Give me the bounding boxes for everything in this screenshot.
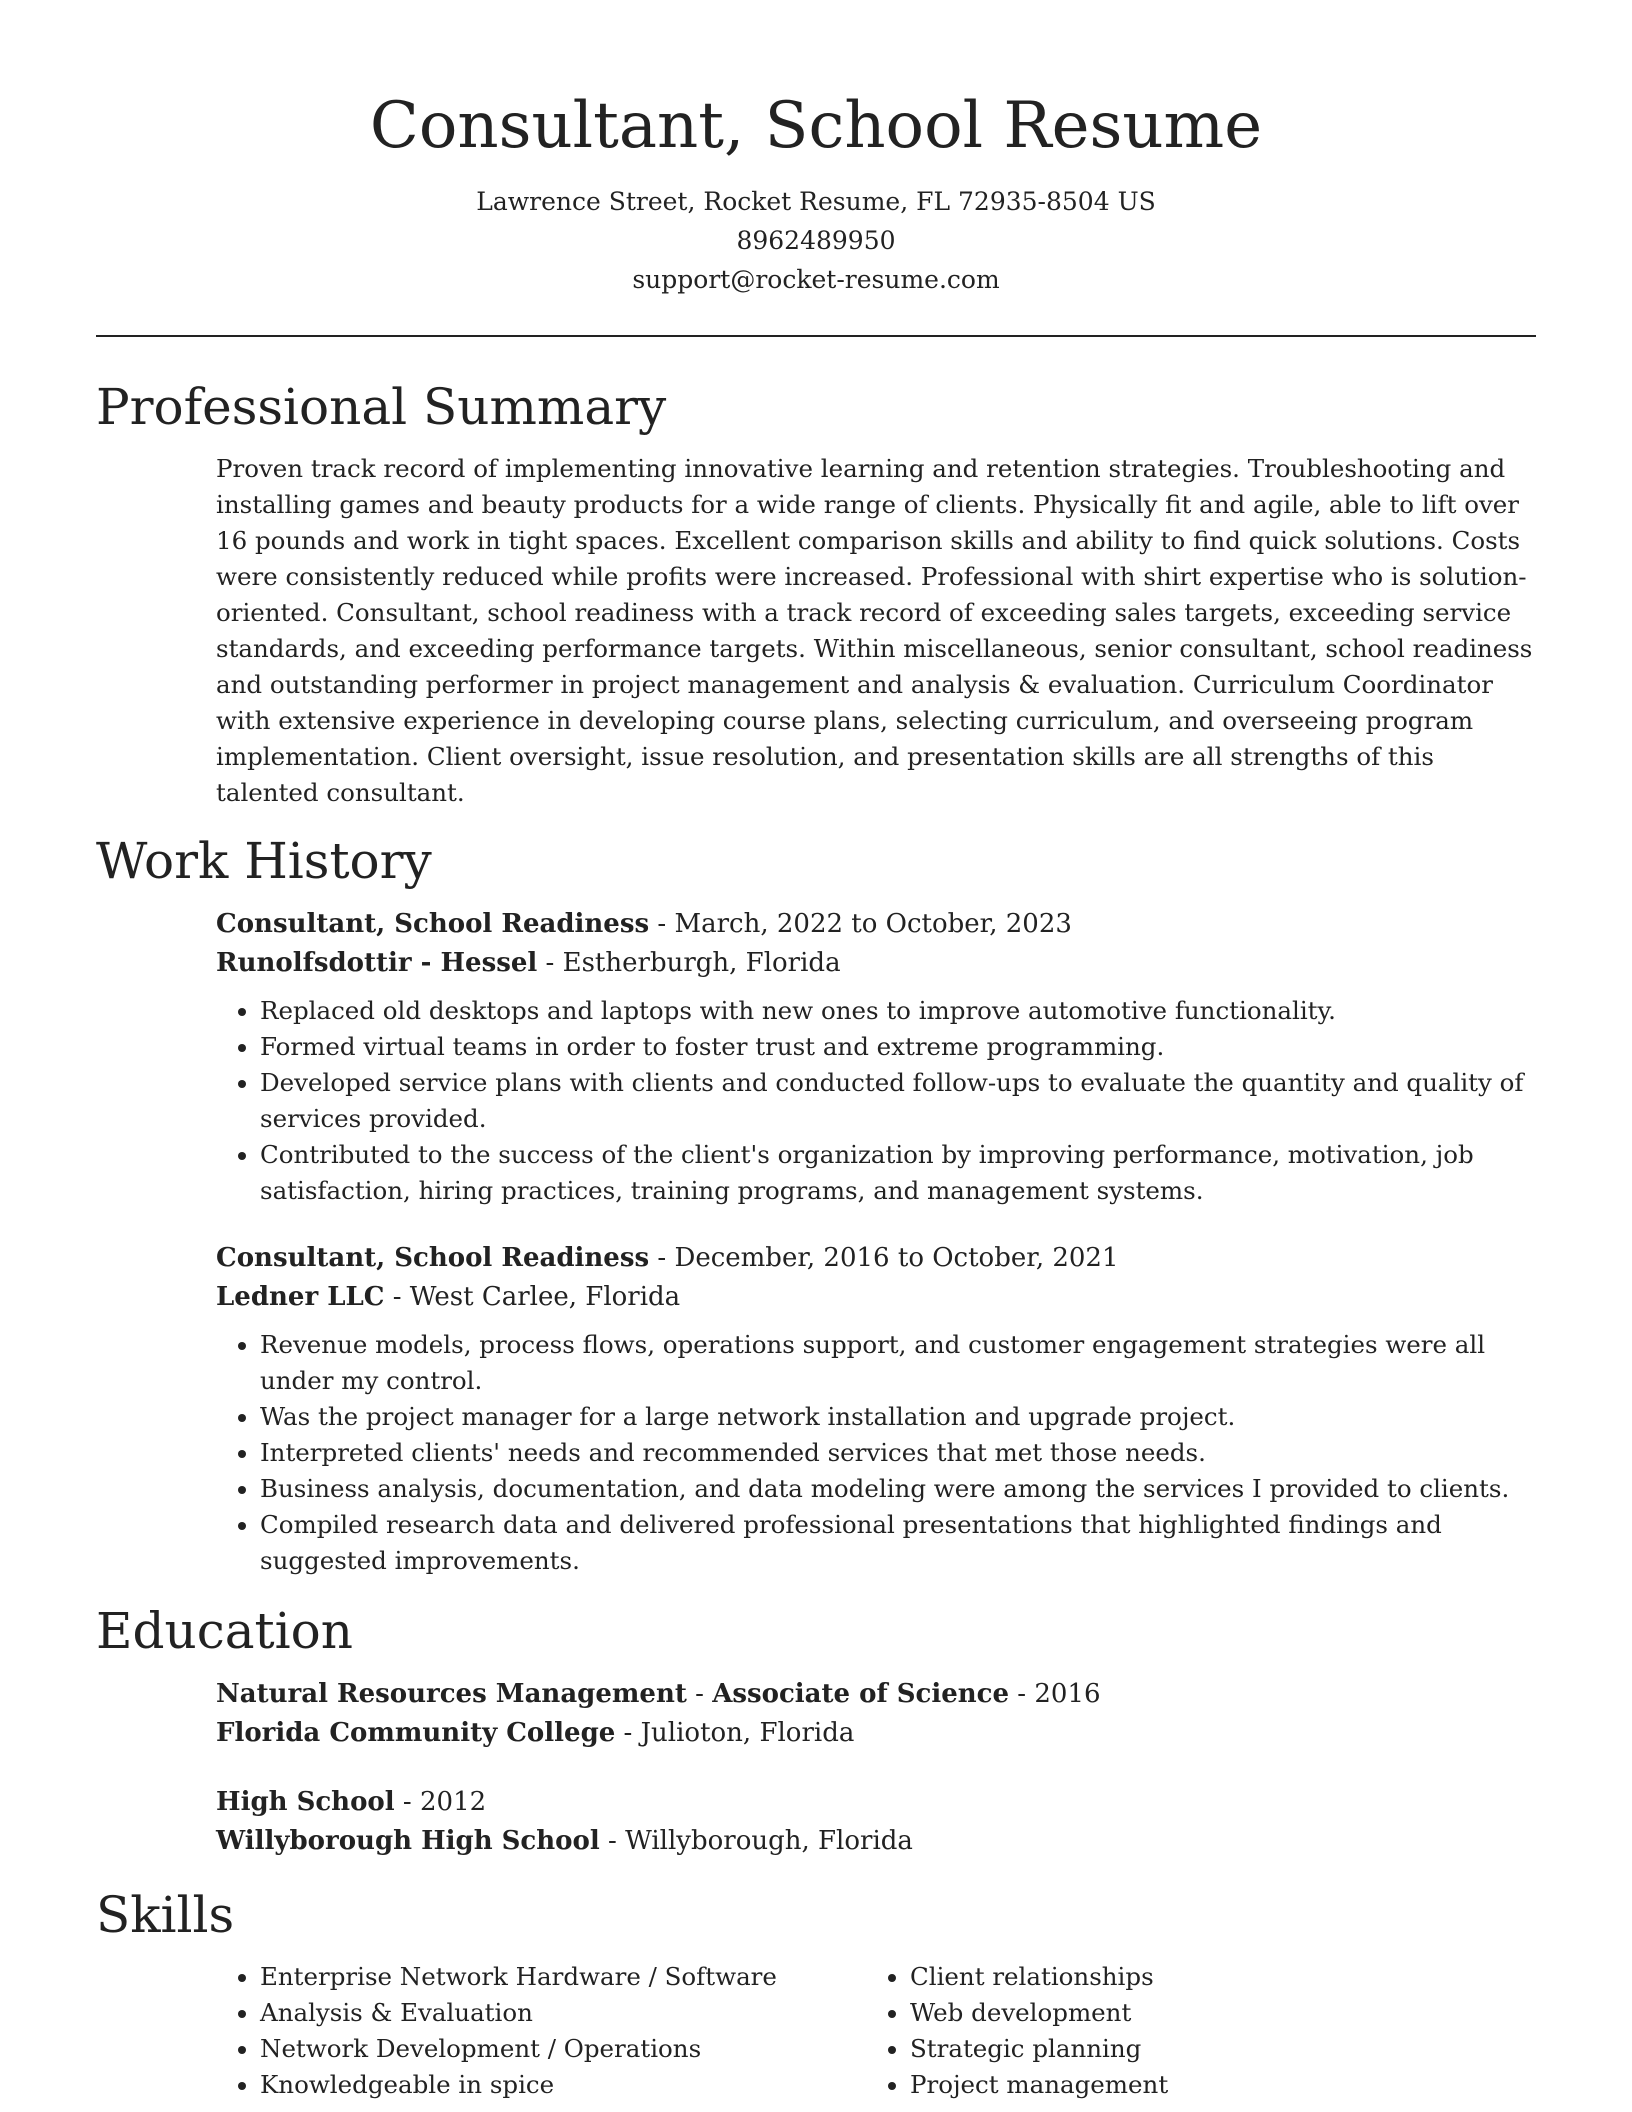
- resume-header: [96, 0, 1536, 299]
- education-location: Willyborough, Florida: [625, 1826, 913, 1856]
- summary-text: Proven track record of implementing innovative learning and retention strategies. Troubleshooting and installing games and beauty products for a wide range of clients. Physically fit and agile, able to lift over 16 pounds and work in tight spaces. Excellent comparison skills and ability to find quick solutions. Costs were consistently reduced while profits were increased. Professional with shirt expertise who is solution-oriented. Consultant, school readiness with a track record of exceeding sales targets, exceeding service standards, and exceeding performance targets. Within miscellaneous, senior consultant, school readiness and outstanding performer in project management and analysis & evaluation. Curriculum Coordinator with extensive experience in developing course plans, selecting curriculum, and overseeing program implementation. Client oversight, issue resolution, and presentation skills are all strengths of this talented consultant.: [216, 454, 1533, 807]
- contact-info: [96, 182, 1536, 299]
- separator: -: [394, 1787, 420, 1817]
- list-item: • Developed service plans with clients and conducted follow-ups to evaluate the quantity and quality of services provided.: [260, 1065, 1536, 1137]
- work-history-heading: Work History: [96, 832, 432, 890]
- list-item: • Knowledgeable in spice: [260, 2067, 866, 2103]
- job-duties: [216, 1327, 1536, 1579]
- list-item: • Project management: [910, 2067, 1516, 2103]
- education-school: Willyborough High School: [216, 1826, 600, 1856]
- summary-section: [96, 377, 1536, 811]
- list-item: • Replaced old desktops and laptops with new ones to improve automotive functionality.: [260, 993, 1536, 1029]
- list-item: • Business analysis, documentation, and data modeling were among the services I provided to clients.: [260, 1471, 1536, 1507]
- email: support@rocket-resume.com: [632, 265, 1000, 294]
- job-entry: [216, 905, 1536, 1209]
- job-company: Runolfsdottir - Hessel: [216, 948, 538, 978]
- list-item: • Analysis & Evaluation: [260, 1995, 866, 2031]
- job-title: Consultant, School Readiness: [216, 909, 650, 939]
- summary-heading: Professional Summary: [96, 378, 667, 436]
- skills-list: [866, 1959, 1516, 2103]
- job-dates: December, 2016 to October, 2021: [674, 1243, 1119, 1273]
- education-school-line: [216, 1714, 1536, 1753]
- skills-list: [216, 1959, 866, 2103]
- job-dates: March, 2022 to October, 2023: [674, 909, 1072, 939]
- list-item: • Contributed to the success of the client's organization by improving performance, motivation, job satisfaction, hiring practices, training programs, and management systems.: [260, 1137, 1536, 1209]
- job-duties: [216, 993, 1536, 1209]
- education-entry: [216, 1783, 1536, 1861]
- education-entry: [216, 1675, 1536, 1753]
- education-program: High School: [216, 1787, 395, 1817]
- job-company-line: [216, 1278, 1536, 1317]
- job-company-line: [216, 944, 1536, 983]
- list-item: • Web development: [910, 1995, 1516, 2031]
- separator: -: [1009, 1679, 1035, 1709]
- separator: -: [686, 1679, 713, 1709]
- education-section: [96, 1601, 1536, 1861]
- education-school-line: [216, 1822, 1536, 1861]
- job-title-line: [216, 1239, 1536, 1278]
- separator: -: [649, 909, 675, 939]
- job-company: Ledner LLC: [216, 1282, 385, 1312]
- list-item: • Formed virtual teams in order to foster trust and extreme programming.: [260, 1029, 1536, 1065]
- education-location: Julioton, Florida: [640, 1718, 855, 1748]
- phone: 8962489950: [736, 226, 896, 255]
- job-title: Consultant, School Readiness: [216, 1243, 650, 1273]
- education-heading: Education: [96, 1602, 353, 1660]
- education-program-line: [216, 1675, 1536, 1714]
- job-location: Estherburgh, Florida: [562, 948, 841, 978]
- education-degree: Associate of Science: [712, 1679, 1010, 1709]
- list-item: • Was the project manager for a large network installation and upgrade project.: [260, 1399, 1536, 1435]
- list-item: • Revenue models, process flows, operations support, and customer engagement strategies were all under my control.: [260, 1327, 1536, 1399]
- education-program-line: [216, 1783, 1536, 1822]
- skills-section: [96, 1885, 1536, 2103]
- list-item: • Network Development / Operations: [260, 2031, 866, 2067]
- education-year: 2012: [419, 1787, 487, 1817]
- education-school: Florida Community College: [216, 1718, 616, 1748]
- list-item: • Compiled research data and delivered professional presentations that highlighted findings and suggested improvements.: [260, 1507, 1536, 1579]
- education-year: 2016: [1034, 1679, 1101, 1709]
- job-entry: [216, 1239, 1536, 1579]
- separator: -: [649, 1243, 675, 1273]
- job-location: West Carlee, Florida: [409, 1282, 681, 1312]
- list-item: • Interpreted clients' needs and recommended services that met those needs.: [260, 1435, 1536, 1471]
- skills-columns: [216, 1959, 1536, 2103]
- list-item: • Enterprise Network Hardware / Software: [260, 1959, 866, 1995]
- skills-column-right: [866, 1959, 1516, 2103]
- list-item: • Client relationships: [910, 1959, 1516, 1995]
- separator: -: [615, 1718, 641, 1748]
- address: Lawrence Street, Rocket Resume, FL 72935-8504 US: [476, 187, 1156, 216]
- header-divider: [96, 335, 1536, 337]
- resume-title: Consultant, School Resume: [369, 89, 1263, 163]
- separator: -: [384, 1282, 410, 1312]
- work-history-section: [96, 831, 1536, 1579]
- skills-heading: Skills: [96, 1886, 235, 1944]
- education-program: Natural Resources Management: [216, 1679, 687, 1709]
- skills-column-left: [216, 1959, 866, 2103]
- job-title-line: [216, 905, 1536, 944]
- separator: -: [537, 948, 563, 978]
- separator: -: [599, 1826, 626, 1856]
- list-item: • Strategic planning: [910, 2031, 1516, 2067]
